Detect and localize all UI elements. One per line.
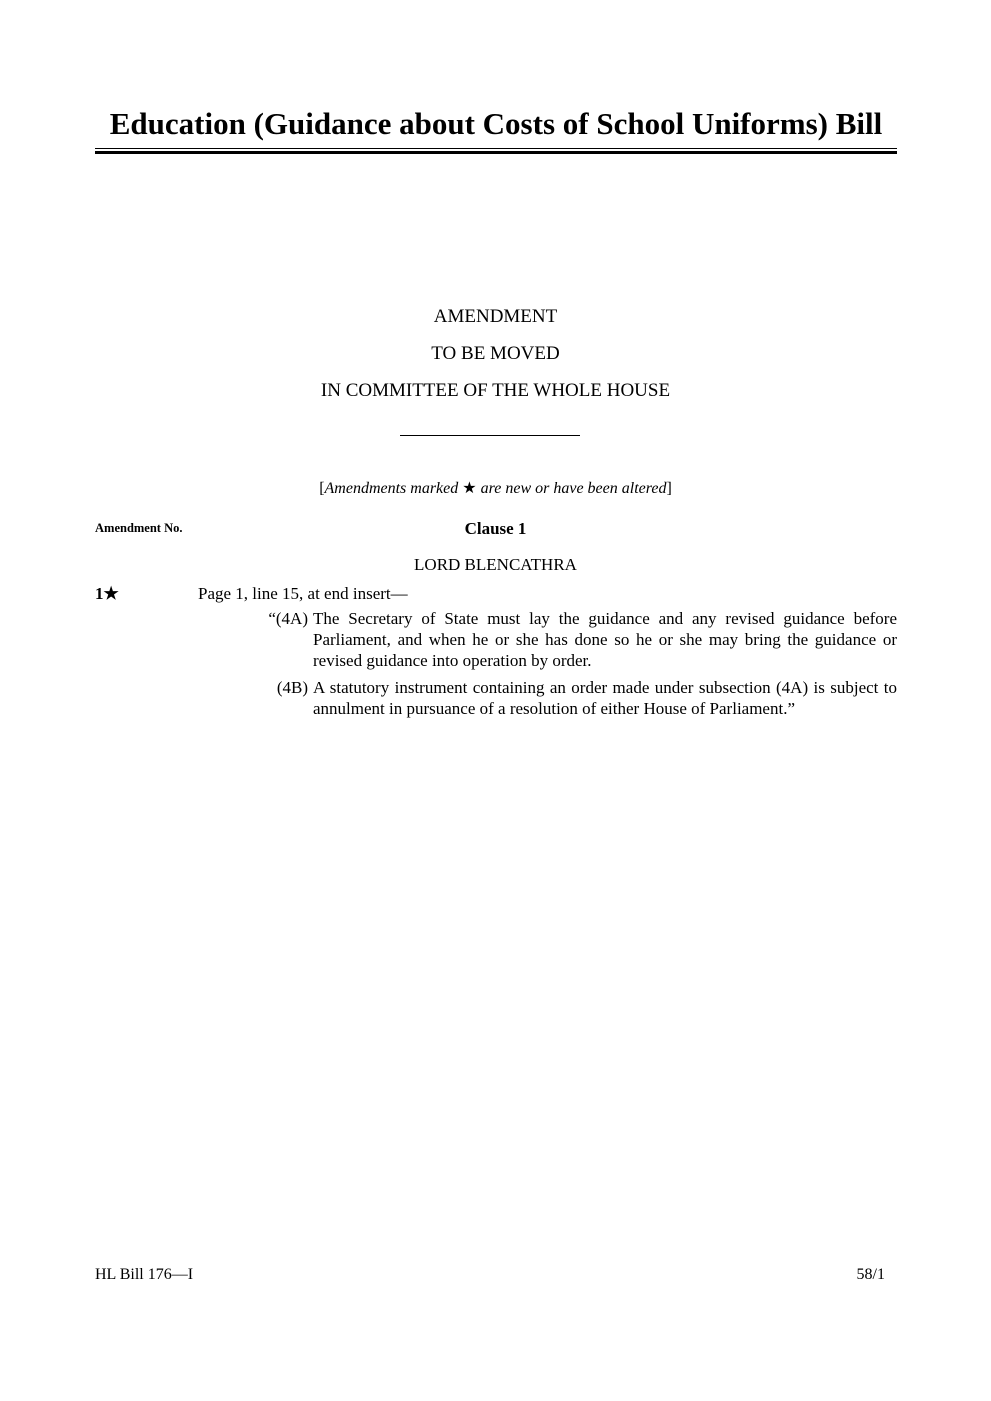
- amendment-number: 1★: [95, 584, 119, 603]
- footer-bill-ref: HL Bill 176—I: [95, 1266, 194, 1283]
- note-text-after: are new or have been altered: [476, 480, 667, 497]
- member-name: LORD BLENCATHRA: [414, 555, 577, 574]
- amendments-note: [0, 478, 991, 498]
- footer-page-ref: 58/1: [856, 1266, 885, 1283]
- note-bracket-open: [: [319, 480, 325, 497]
- title-rule-thick: [95, 151, 897, 154]
- clause-heading: Clause 1: [464, 519, 527, 538]
- title-rule-thin: [95, 148, 897, 149]
- separator-rule: [400, 435, 580, 436]
- amendment-instruction: Page 1, line 15, at end insert—: [198, 584, 408, 603]
- note-text: Amendments marked: [324, 480, 463, 497]
- bill-title: Education (Guidance about Costs of School Uniforms) Bill: [109, 106, 883, 141]
- subsection-label: (4B): [276, 678, 308, 697]
- heading-committee: IN COMMITTEE OF THE WHOLE HOUSE: [320, 380, 671, 401]
- subsection-text: The Secretary of State must lay the guidance and any revised guidance before Parliament, and when he or she has done so he or she may bring the guidance or revised guidance into operation by order.: [313, 609, 897, 670]
- subsection-text: A statutory instrument containing an order made under subsection (4A) is subject to annulment in pursuance of a resolution of either House of Parliament.”: [313, 678, 897, 718]
- note-bracket-close: ]: [666, 480, 672, 497]
- amendment-no-label: Amendment No.: [95, 521, 183, 535]
- subsection-4b: [200, 677, 897, 719]
- heading-to-be-moved: TO BE MOVED: [431, 343, 560, 364]
- heading-amendment: AMENDMENT: [433, 306, 558, 327]
- subsection-4a: [200, 608, 897, 671]
- star-icon: ★: [462, 480, 477, 497]
- subsection-label: “(4A): [268, 609, 308, 628]
